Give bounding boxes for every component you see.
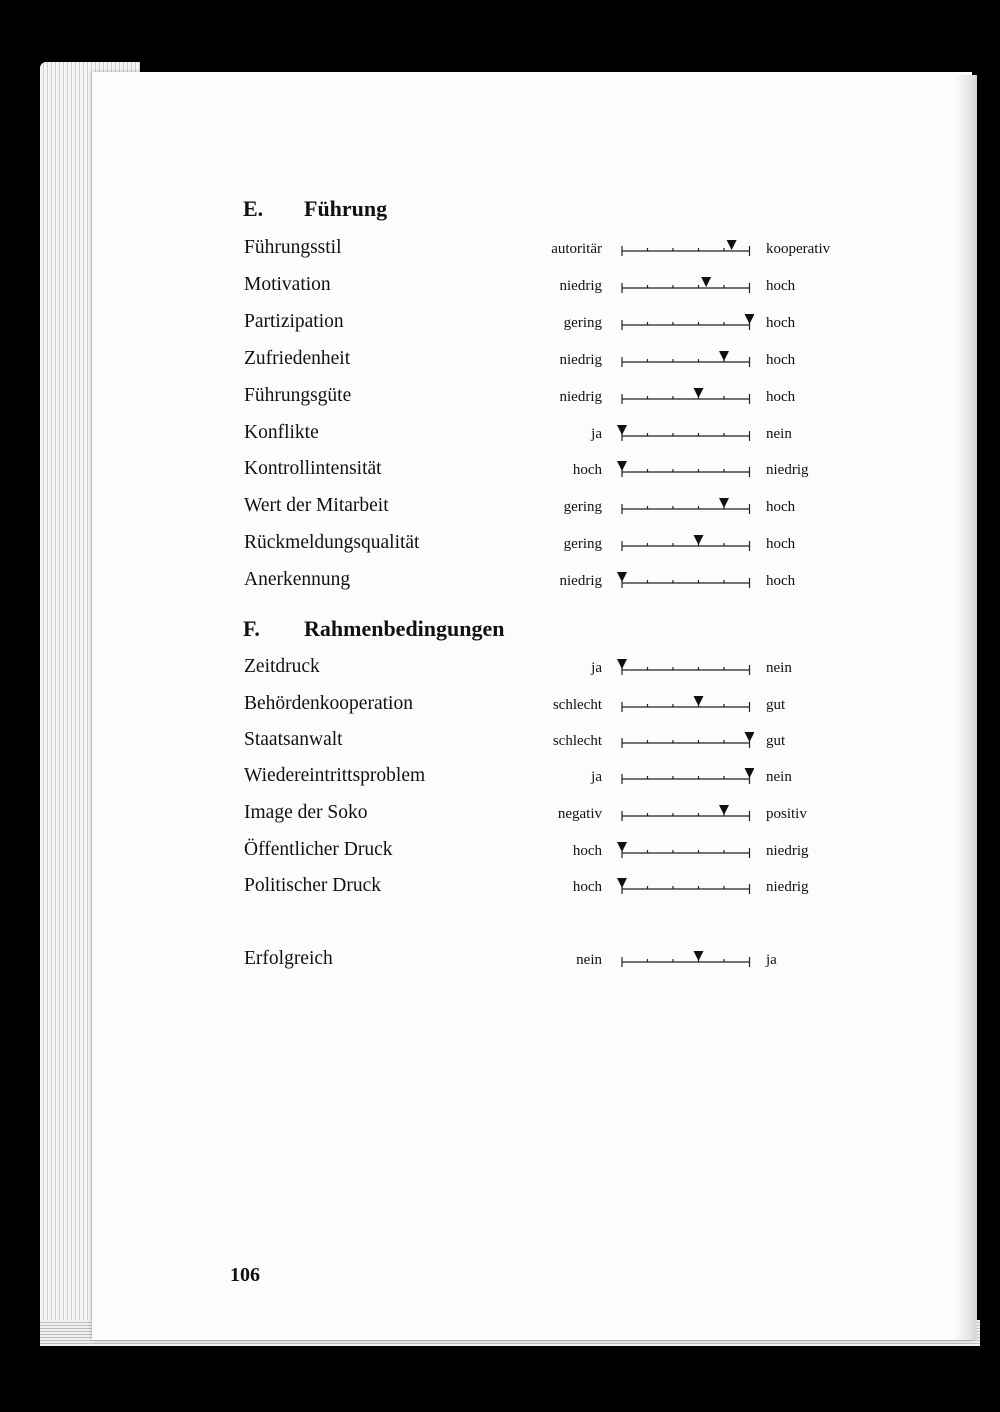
scale-left-anchor: ja <box>591 660 602 676</box>
scale-right-anchor: kooperativ <box>766 241 831 257</box>
rating-scale <box>614 236 754 260</box>
rating-label: Führungsgüte <box>244 385 352 406</box>
scale-left-anchor: hoch <box>572 879 602 895</box>
scale-marker <box>694 951 704 961</box>
rating-row <box>0 568 1000 592</box>
rating-row <box>0 692 1000 716</box>
rating-row <box>0 728 1000 752</box>
scale-right-anchor: niedrig <box>766 843 809 859</box>
scale-left-anchor: gering <box>563 315 602 331</box>
rating-scale <box>614 947 754 971</box>
rating-row <box>0 494 1000 518</box>
rating-row <box>0 764 1000 788</box>
rating-row <box>0 874 1000 898</box>
rating-label: Rückmeldungsqualität <box>244 532 420 553</box>
rating-label: Behördenkooperation <box>244 693 413 714</box>
scale-left-anchor: niedrig <box>559 352 602 368</box>
scale-right-anchor: nein <box>766 769 792 785</box>
rating-scale <box>614 764 754 788</box>
rating-scale <box>614 310 754 334</box>
section-letter: E. <box>243 196 264 221</box>
scale-marker <box>719 351 729 361</box>
scale-right-anchor: hoch <box>766 536 796 552</box>
rating-label: Konflikte <box>244 422 319 443</box>
scale-marker <box>617 659 627 669</box>
scale-marker <box>617 572 627 582</box>
rating-scale <box>614 457 754 481</box>
rating-scale <box>614 347 754 371</box>
rating-scale <box>614 874 754 898</box>
scale-marker <box>617 461 627 471</box>
scale-marker <box>745 768 755 778</box>
scale-marker <box>719 498 729 508</box>
rating-row <box>0 347 1000 371</box>
rating-label: Zeitdruck <box>244 656 320 677</box>
rating-row <box>0 310 1000 334</box>
rating-label: Image der Soko <box>244 802 368 823</box>
scale-left-anchor: gering <box>563 499 602 515</box>
rating-row <box>0 273 1000 297</box>
rating-scale <box>614 692 754 716</box>
scale-marker <box>745 314 755 324</box>
scale-marker <box>701 277 711 287</box>
rating-label: Wiedereintrittsproblem <box>244 765 426 786</box>
rating-label: Zufriedenheit <box>244 348 351 369</box>
scale-right-anchor: hoch <box>766 573 796 589</box>
scale-left-anchor: niedrig <box>559 389 602 405</box>
rating-scale <box>614 568 754 592</box>
scale-right-anchor: hoch <box>766 352 796 368</box>
rating-label: Wert der Mitarbeit <box>244 495 389 516</box>
scale-right-anchor: gut <box>766 733 786 749</box>
rating-label: Politischer Druck <box>244 875 382 896</box>
summary-row <box>0 947 1000 971</box>
scale-marker <box>745 732 755 742</box>
rating-scale <box>614 494 754 518</box>
rating-label: Anerkennung <box>244 569 351 590</box>
scale-left-anchor: autoritär <box>551 241 602 257</box>
scale-right-anchor: hoch <box>766 389 796 405</box>
scale-marker <box>694 535 704 545</box>
rating-scale <box>614 421 754 445</box>
scale-left-anchor: schlecht <box>552 697 602 713</box>
rating-scale <box>614 384 754 408</box>
rating-label: Motivation <box>244 274 331 295</box>
scale-left-anchor: hoch <box>572 843 602 859</box>
scale-right-anchor: niedrig <box>766 879 809 895</box>
rating-row <box>0 457 1000 481</box>
section-letter: F. <box>243 616 260 641</box>
rating-row <box>0 236 1000 260</box>
rating-scale <box>614 838 754 862</box>
scale-right-anchor: niedrig <box>766 462 809 478</box>
section-title: Rahmenbedingungen <box>304 616 505 641</box>
scale-marker <box>719 805 729 815</box>
scale-marker <box>617 842 627 852</box>
rating-scale <box>614 728 754 752</box>
rating-row <box>0 384 1000 408</box>
page-number: 106 <box>230 1264 260 1286</box>
scale-right-anchor: gut <box>766 697 786 713</box>
rating-row <box>0 421 1000 445</box>
rating-scale <box>614 655 754 679</box>
scale-left-anchor: gering <box>563 536 602 552</box>
rating-label: Führungsstil <box>244 237 342 258</box>
scale-right-anchor: positiv <box>766 806 807 822</box>
scale-marker <box>694 696 704 706</box>
scale-left-anchor: niedrig <box>559 278 602 294</box>
section-heading-e <box>243 196 387 222</box>
rating-row <box>0 655 1000 679</box>
rating-label: Erfolgreich <box>244 948 333 969</box>
scale-marker <box>694 388 704 398</box>
rating-row <box>0 531 1000 555</box>
scale-marker <box>617 878 627 888</box>
rating-scale <box>614 801 754 825</box>
scale-left-anchor: niedrig <box>559 573 602 589</box>
rating-label: Kontrollintensität <box>244 458 382 479</box>
section-title: Führung <box>304 196 388 221</box>
scale-left-anchor: schlecht <box>552 733 602 749</box>
rating-row <box>0 838 1000 862</box>
rating-label: Staatsanwalt <box>244 729 343 750</box>
scale-right-anchor: nein <box>766 426 792 442</box>
scale-right-anchor: hoch <box>766 278 796 294</box>
section-heading-f <box>243 616 505 642</box>
rating-label: Öffentlicher Druck <box>244 839 393 860</box>
rating-scale <box>614 531 754 555</box>
scale-right-anchor: hoch <box>766 315 796 331</box>
scale-left-anchor: nein <box>576 952 602 968</box>
rating-scale <box>614 273 754 297</box>
scale-left-anchor: ja <box>591 769 602 785</box>
scale-marker <box>617 425 627 435</box>
scale-marker <box>727 240 737 250</box>
scale-right-anchor: nein <box>766 660 792 676</box>
scale-left-anchor: negativ <box>557 806 602 822</box>
rating-row <box>0 801 1000 825</box>
scale-right-anchor: hoch <box>766 499 796 515</box>
scale-left-anchor: hoch <box>572 462 602 478</box>
scale-right-anchor: ja <box>766 952 777 968</box>
scale-left-anchor: ja <box>591 426 602 442</box>
rating-label: Partizipation <box>244 311 344 332</box>
